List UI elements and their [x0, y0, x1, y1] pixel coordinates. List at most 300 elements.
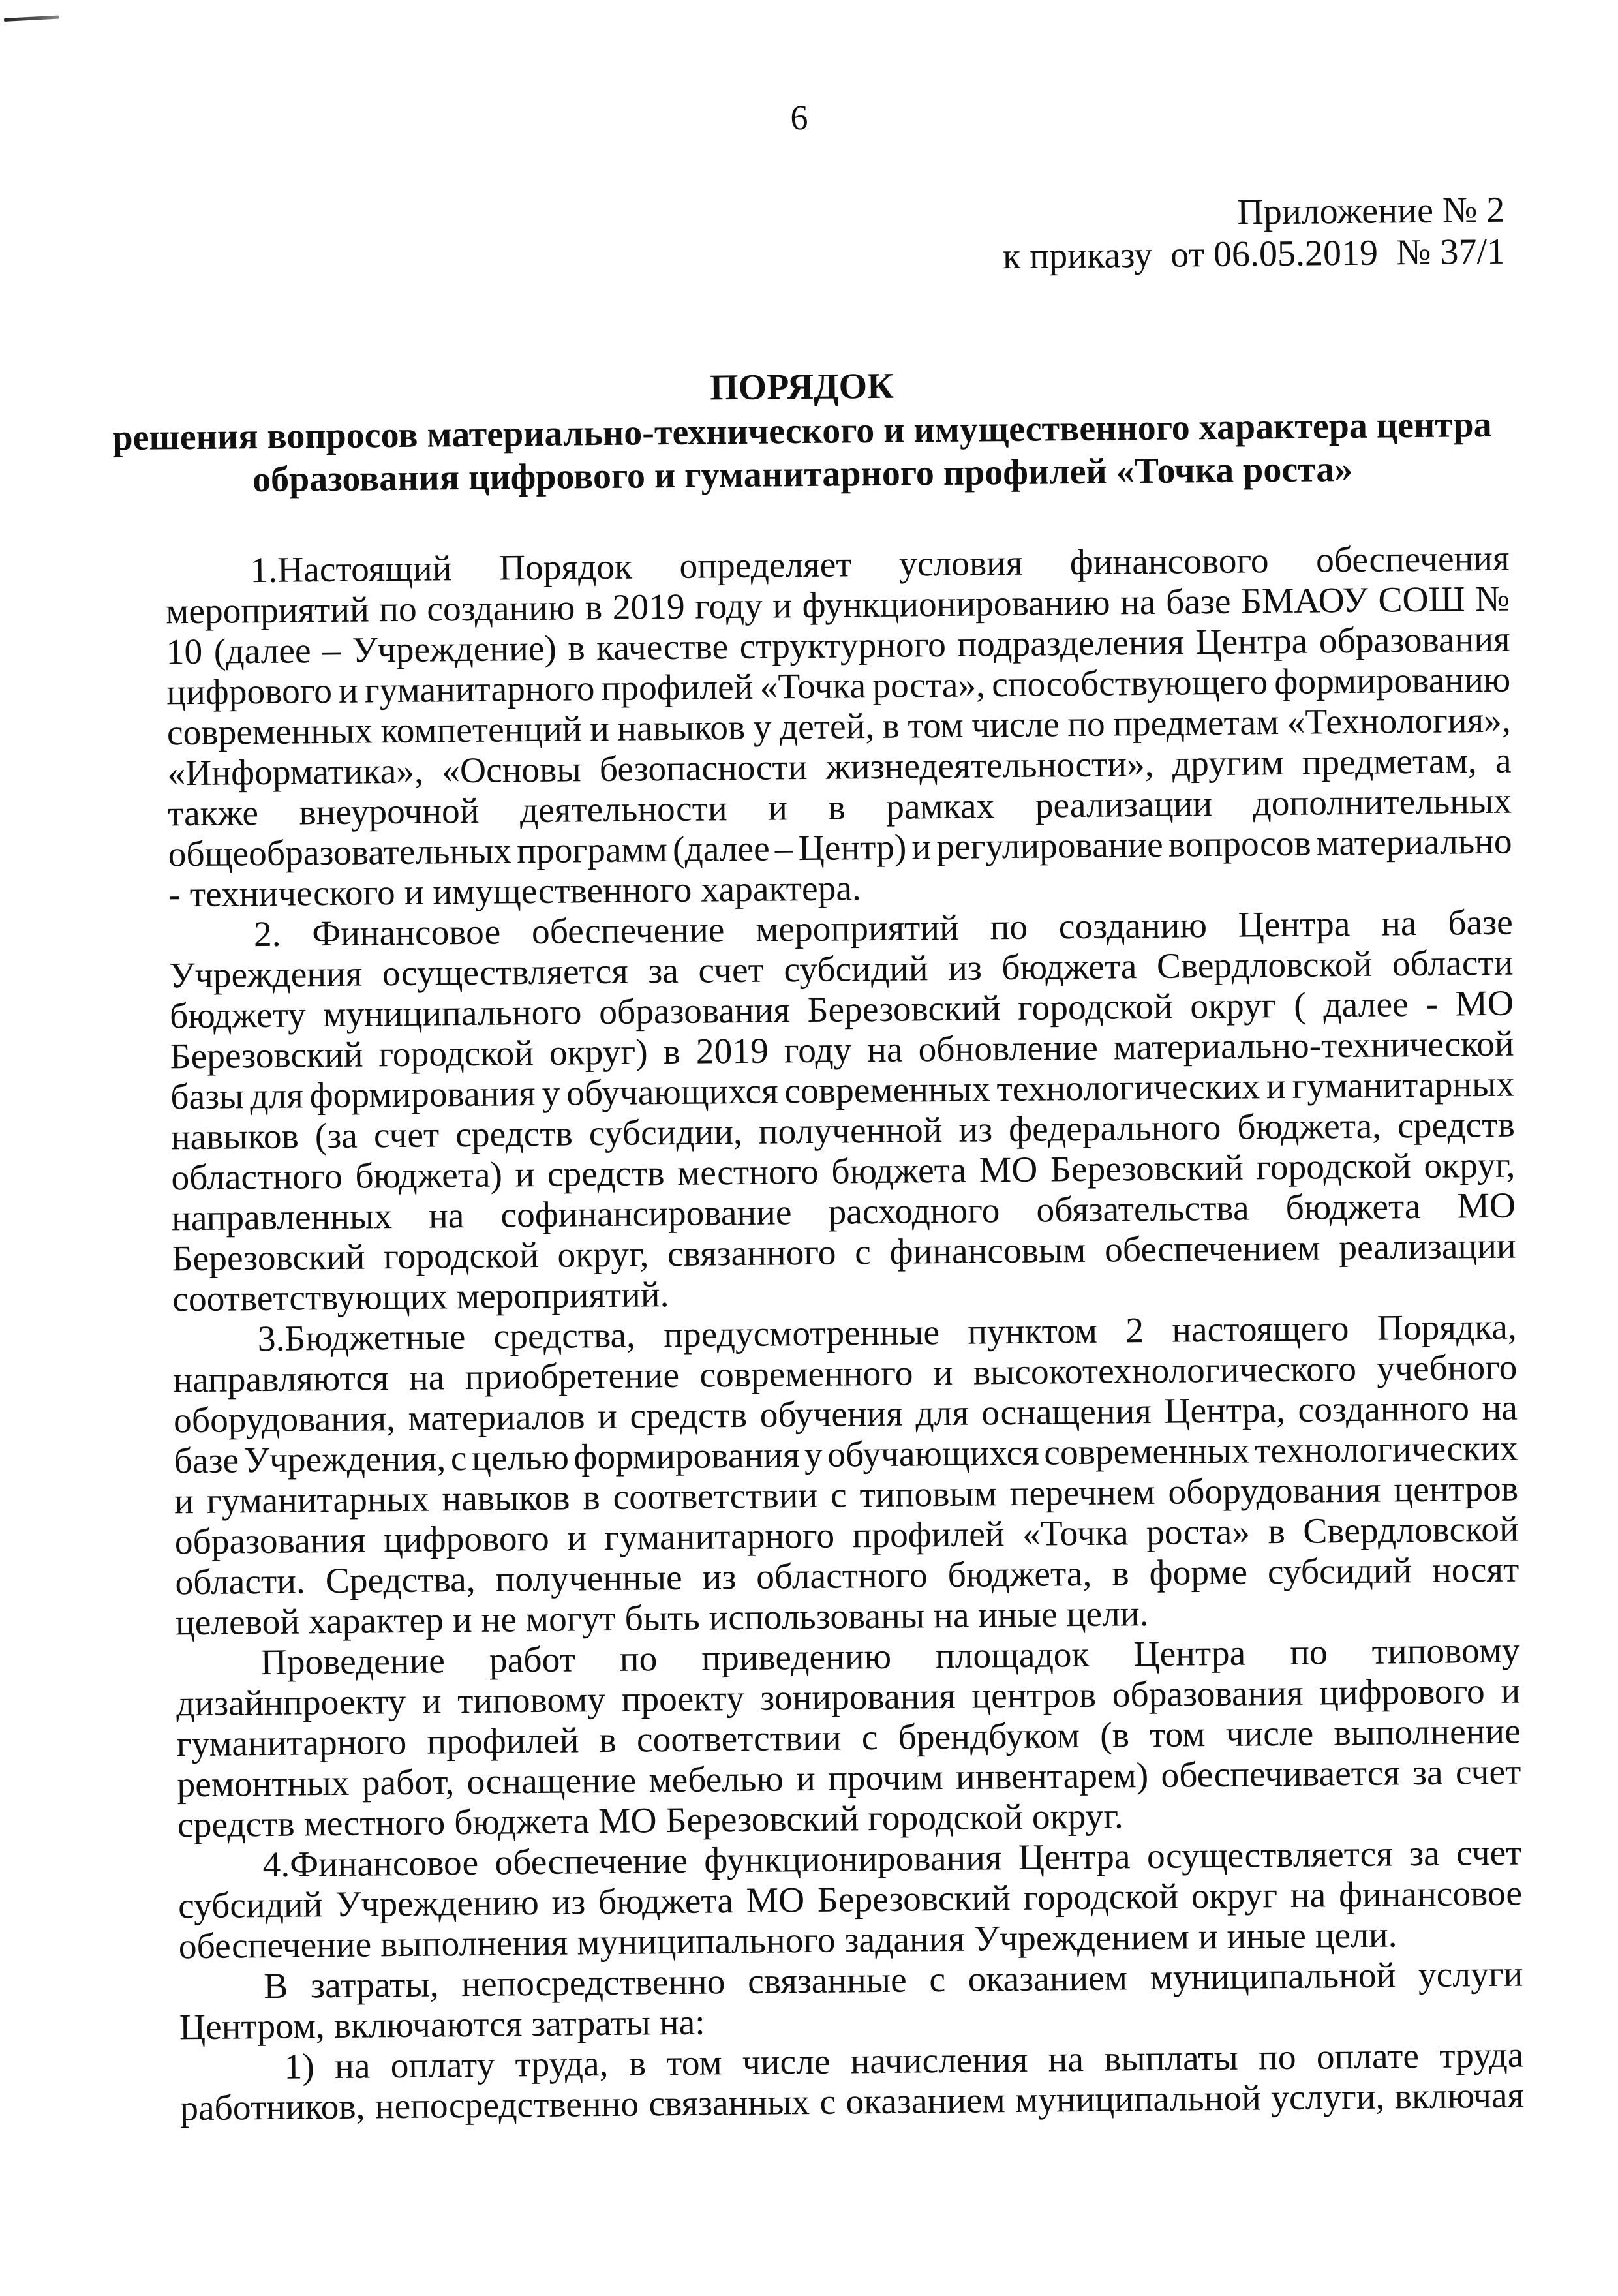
title-main: ПОРЯДОК: [709, 365, 894, 408]
word: центров: [971, 1675, 1097, 1717]
word: и: [404, 872, 424, 913]
word: на: [1120, 582, 1156, 623]
word: иные: [1227, 1916, 1307, 1957]
word: счет: [1455, 1752, 1521, 1793]
word: высокотехнологического: [973, 1349, 1357, 1393]
word: включая: [1394, 2075, 1525, 2117]
word: работ,: [361, 1762, 455, 1803]
word: оплате: [1316, 2036, 1420, 2077]
word: гуманитарного: [604, 1516, 835, 1559]
word: в: [1112, 1554, 1129, 1594]
word: и: [767, 788, 788, 829]
word: могут: [525, 1599, 616, 1640]
word: Свердловской: [1303, 1509, 1519, 1552]
title-subtitle-line-1: решения вопросов материально-технического и имущественного характера центра: [112, 404, 1492, 459]
word: затраты,: [310, 1965, 439, 2006]
word: Центром,: [179, 2006, 326, 2048]
word: и: [174, 1482, 194, 1522]
word: базы: [170, 1077, 244, 1118]
word: не: [481, 1600, 517, 1640]
word: мероприятий: [165, 590, 370, 632]
word: Учреждению: [335, 1883, 540, 1925]
word: в: [568, 628, 585, 669]
word: Березовский: [807, 988, 1001, 1031]
word: средств: [1397, 1105, 1516, 1146]
word: соответствии: [613, 1475, 818, 1518]
word: труда: [1439, 2035, 1524, 2076]
word: –: [322, 630, 341, 671]
word: у: [753, 707, 772, 748]
word: компетенций: [380, 709, 582, 752]
word: счет: [1456, 1833, 1522, 1874]
word: проекту: [621, 1678, 744, 1720]
word: расходного: [828, 1191, 1000, 1232]
word: предметам,: [1302, 741, 1477, 783]
word: включаются: [333, 2004, 523, 2047]
word: современного: [699, 1353, 913, 1396]
word: настоящего: [1172, 1309, 1349, 1351]
word: округ,: [557, 1234, 649, 1276]
word: направляются: [173, 1358, 389, 1401]
word: подразделения: [957, 622, 1185, 665]
word: за: [1412, 1753, 1443, 1794]
word: с: [819, 2082, 836, 2122]
word: числе: [1225, 1713, 1314, 1754]
word: перечнем: [1009, 1472, 1155, 1514]
word: Учреждение): [352, 628, 557, 671]
word: и: [589, 709, 610, 750]
word: области.: [175, 1561, 306, 1603]
word: по: [990, 907, 1028, 948]
word: целевой: [175, 1602, 300, 1644]
word: образования: [1112, 1673, 1304, 1715]
word: соответствующих: [172, 1277, 448, 1320]
word: задания: [844, 1919, 966, 1961]
word: реализации: [1339, 1226, 1516, 1268]
word: городской: [378, 1033, 534, 1075]
word: гуманитарных: [1292, 1064, 1515, 1107]
word: на: [1381, 904, 1417, 944]
word: местного: [677, 1152, 819, 1193]
word: осуществляется: [382, 951, 628, 994]
word: труда,: [515, 2044, 609, 2085]
word: обеспечение: [495, 1841, 688, 1883]
word: МО: [598, 1801, 657, 1842]
word: материалов: [408, 1397, 585, 1439]
word: оказанием: [846, 2081, 1006, 2122]
word: услуги,: [1270, 2077, 1385, 2119]
word: материально: [1316, 821, 1512, 864]
word: (: [1293, 985, 1306, 1026]
word: соответствии: [636, 1718, 842, 1760]
word: в: [663, 1032, 681, 1073]
word: Центра: [1238, 904, 1351, 945]
word: финансового: [1069, 541, 1269, 583]
word: бюджету: [169, 995, 307, 1037]
word: и: [1198, 1917, 1218, 1957]
word: «Технология»,: [1287, 700, 1512, 742]
word: с: [929, 1960, 946, 2000]
word: базе: [174, 1441, 239, 1482]
word: по: [1258, 2037, 1296, 2078]
word: связанные: [747, 1960, 907, 2002]
word: в: [583, 1478, 600, 1518]
word: у: [804, 1435, 823, 1476]
word: в: [828, 788, 846, 828]
word: материально-технической: [1113, 1024, 1514, 1068]
word: базе: [1448, 902, 1514, 943]
word: образования: [1319, 619, 1510, 662]
word: формирования: [309, 1074, 536, 1116]
word: №: [1474, 579, 1510, 620]
word: числе: [742, 2042, 831, 2083]
word: 10: [166, 632, 203, 673]
word: субсидий: [784, 949, 928, 990]
word: базе: [1165, 581, 1231, 622]
document-title: [0, 358, 1611, 504]
word: по: [619, 1639, 658, 1679]
word: реализации: [1035, 784, 1213, 826]
word: МО: [979, 1150, 1038, 1191]
word: Свердловской: [1156, 944, 1373, 987]
word: выплаты: [1103, 2038, 1239, 2079]
word: муниципальной: [1150, 1955, 1396, 1998]
word: для: [250, 1076, 304, 1117]
word: на: [408, 1358, 445, 1398]
word: прочим: [827, 1758, 943, 1799]
word: оснащения: [981, 1391, 1152, 1433]
word: (в: [1099, 1715, 1130, 1756]
word: ремонтных: [177, 1763, 350, 1805]
word: том: [908, 705, 964, 746]
word: общеобразовательных: [168, 831, 512, 875]
word: выполнения: [380, 1923, 568, 1965]
word: оборудования: [1168, 1470, 1381, 1512]
word: структурного: [739, 624, 947, 667]
word: и: [795, 1758, 816, 1799]
word: «Основы: [441, 750, 581, 791]
word: бюджета,: [1237, 1106, 1382, 1148]
word: типовому: [457, 1680, 606, 1722]
word: и: [933, 1353, 953, 1394]
word: технологических: [1254, 1428, 1518, 1471]
word: числе: [971, 705, 1060, 746]
word: характер: [308, 1600, 444, 1642]
document-body: [165, 539, 1524, 2130]
word: зонирования: [760, 1676, 956, 1719]
word: муниципального: [323, 992, 582, 1035]
word: функционированию: [802, 583, 1110, 626]
word: у: [542, 1073, 560, 1114]
word: работ: [489, 1640, 576, 1681]
word: предметам: [1112, 703, 1279, 744]
word: бюджета): [355, 1155, 503, 1197]
word: (далее: [672, 829, 771, 870]
word: бюджета: [1001, 947, 1137, 988]
word: работников,: [179, 2087, 365, 2129]
word: городской: [1017, 987, 1173, 1028]
word: бюджета: [1285, 1187, 1421, 1228]
word: приобретение: [465, 1355, 680, 1398]
word: обучающихся: [566, 1071, 778, 1114]
word: обеспечения: [1315, 538, 1510, 581]
word: Учреждением: [973, 1917, 1190, 1959]
word: из: [947, 948, 983, 988]
word: «Информатика»,: [167, 751, 424, 794]
word: роста»: [1146, 1512, 1251, 1554]
word: Центра: [1133, 1633, 1246, 1675]
word: Финансовое: [312, 912, 501, 955]
word: непосредственно: [374, 2084, 639, 2127]
word: Центра: [1018, 1837, 1131, 1878]
word: обеспечивается: [1161, 1753, 1401, 1796]
word: году: [784, 1030, 852, 1071]
word: городской: [1023, 1876, 1179, 1918]
word: 2019: [695, 1031, 769, 1072]
word: центров: [1394, 1469, 1519, 1510]
word: и: [421, 1681, 442, 1722]
word: с: [861, 1718, 878, 1758]
word: в: [585, 588, 603, 628]
word: характера.: [701, 868, 862, 910]
word: Центра: [1195, 621, 1308, 663]
word: далее: [1323, 985, 1409, 1026]
word: с: [854, 1232, 872, 1273]
word: 1): [284, 2047, 315, 2087]
word: цифрового: [383, 1518, 550, 1561]
word: 2: [1125, 1311, 1144, 1351]
word: на: [1482, 1388, 1518, 1429]
word: и: [338, 671, 359, 711]
word: средств: [547, 1154, 665, 1195]
word: определяет: [679, 545, 852, 587]
page-number: 6: [790, 97, 808, 138]
word: технологических: [996, 1067, 1260, 1110]
word: жизнедеятельности»,: [825, 744, 1154, 788]
word: областного: [756, 1555, 928, 1597]
word: 4.Финансовое: [262, 1843, 479, 1886]
word: Центра,: [1164, 1390, 1286, 1431]
word: на: [334, 2046, 371, 2087]
word: гуманитарных: [206, 1479, 429, 1522]
word: мероприятий: [755, 908, 960, 950]
word: обеспечение: [531, 910, 725, 953]
word: на: [428, 1196, 465, 1236]
word: полученные: [495, 1557, 682, 1600]
word: и: [1501, 1671, 1521, 1711]
word: и: [452, 1600, 472, 1641]
word: на:: [659, 2002, 705, 2043]
word: бюджета: [453, 1801, 590, 1843]
word: счет: [698, 950, 765, 991]
word: Березовский: [170, 1035, 363, 1077]
word: современных: [166, 711, 373, 754]
word: году: [694, 586, 763, 627]
word: В: [264, 1966, 288, 2007]
word: функционирования: [704, 1838, 1002, 1881]
word: Порядок: [498, 547, 633, 589]
word: образования: [598, 990, 791, 1033]
word: округ,: [1424, 1145, 1516, 1186]
word: в: [628, 2043, 647, 2084]
word: 1.Настоящий: [250, 549, 452, 591]
word: Учреждения,: [243, 1439, 446, 1481]
word: технического: [189, 873, 395, 915]
word: созданию: [427, 588, 575, 630]
word: 2.: [253, 914, 281, 955]
word: типовому: [1371, 1630, 1520, 1672]
word: приведению: [701, 1636, 892, 1679]
word: «Точка: [1022, 1513, 1129, 1554]
word: профилей: [852, 1514, 1005, 1556]
word: и: [772, 586, 793, 626]
word: осуществляется: [1146, 1834, 1394, 1877]
word: Центр): [798, 827, 907, 869]
word: деятельности: [519, 789, 727, 831]
word: связанных: [649, 2083, 810, 2124]
word: (за: [314, 1116, 358, 1157]
word: обязательства: [1036, 1188, 1249, 1231]
word: бюджета: [598, 1881, 734, 1923]
word: бюджета,: [947, 1554, 1092, 1595]
word: дизайнпроекту: [176, 1681, 406, 1724]
word: способствующего: [991, 662, 1268, 705]
word: использованы: [709, 1596, 925, 1638]
word: связанного: [667, 1232, 836, 1275]
word: счет: [373, 1115, 440, 1156]
word: (далее: [213, 631, 311, 672]
word: профилей: [601, 667, 754, 709]
word: также: [167, 793, 259, 834]
word: за: [648, 951, 679, 992]
word: том: [1149, 1715, 1206, 1756]
word: качестве: [596, 627, 729, 669]
word: обеспечение: [178, 1925, 372, 1967]
word: Проведение: [260, 1641, 446, 1683]
word: вопросов: [1168, 823, 1311, 865]
word: для: [915, 1393, 969, 1434]
word: МО: [746, 1880, 805, 1921]
word: целью: [471, 1437, 570, 1478]
word: на: [1290, 1875, 1326, 1916]
word: полученной: [758, 1110, 943, 1152]
word: цели.: [1066, 1594, 1149, 1635]
word: округ): [549, 1032, 648, 1073]
word: мебелью: [649, 1759, 784, 1801]
word: рамках: [885, 786, 995, 827]
word: округ.: [1031, 1796, 1124, 1837]
word: субсидий: [177, 1885, 323, 1927]
word: пунктом: [968, 1311, 1098, 1353]
word: средства,: [493, 1315, 636, 1357]
word: иные: [978, 1595, 1058, 1636]
word: за: [1409, 1833, 1441, 1875]
word: том: [665, 2043, 722, 2084]
word: Порядка,: [1377, 1307, 1518, 1349]
word: городской: [868, 1797, 1024, 1839]
word: обеспечением: [1104, 1228, 1320, 1270]
word: областного: [171, 1156, 343, 1199]
word: цели.: [1315, 1915, 1397, 1956]
title-subtitle-line-2: образования цифрового и гуманитарного профилей «Точка роста»: [252, 448, 1353, 500]
word: федерального: [1008, 1107, 1221, 1150]
word: гуманитарного: [364, 669, 595, 711]
word: брендбуком: [898, 1716, 1080, 1758]
word: имущественного: [433, 870, 692, 913]
word: созданного: [1298, 1388, 1470, 1430]
word: в: [599, 1720, 617, 1761]
word: 3.Бюджетные: [257, 1317, 466, 1360]
word: оборудования,: [173, 1399, 396, 1441]
word: оснащение: [466, 1760, 637, 1803]
word: и: [567, 1518, 587, 1559]
word: а: [1495, 741, 1512, 781]
word: обновление: [918, 1028, 1099, 1070]
word: Учреждения: [169, 954, 363, 996]
word: навыков: [442, 1478, 570, 1520]
word: в: [1268, 1512, 1286, 1552]
word: на: [1048, 2040, 1084, 2080]
word: по: [1067, 704, 1106, 745]
word: субсидий: [1267, 1551, 1412, 1593]
word: быть: [624, 1598, 700, 1639]
word: средств: [630, 1395, 748, 1437]
word: носят: [1431, 1550, 1519, 1591]
word: и: [515, 1155, 535, 1195]
word: услуги: [1418, 1954, 1523, 1996]
word: «Точка: [759, 666, 866, 707]
word: дополнительных: [1253, 781, 1512, 824]
word: 2019: [612, 587, 685, 628]
word: инвентарем): [955, 1756, 1149, 1798]
word: субсидии,: [588, 1112, 743, 1154]
word: СОШ: [1378, 579, 1465, 620]
word: роста»,: [872, 665, 986, 707]
word: Березовский: [817, 1878, 1011, 1920]
word: мероприятий.: [456, 1275, 669, 1317]
word: навыков: [170, 1116, 299, 1158]
word: направленных: [171, 1197, 393, 1239]
word: современных: [1043, 1431, 1250, 1473]
word: Березовский: [1050, 1148, 1244, 1190]
annex-number: Приложение № 2: [1237, 189, 1505, 233]
word: типовым: [859, 1474, 998, 1516]
word: округ: [1189, 986, 1277, 1027]
word: созданию: [1058, 906, 1208, 947]
word: городской: [383, 1235, 539, 1278]
word: площадок: [935, 1634, 1090, 1677]
word: городской: [1256, 1146, 1412, 1188]
word: оплату: [390, 2045, 495, 2087]
word: и: [911, 827, 932, 868]
word: с: [450, 1439, 467, 1479]
word: из: [702, 1557, 737, 1598]
word: внеурочной: [299, 791, 480, 833]
word: с: [830, 1475, 847, 1516]
word: в: [882, 706, 900, 746]
word: навыков: [617, 707, 746, 749]
word: финансовое: [1338, 1873, 1523, 1916]
word: форме: [1149, 1552, 1248, 1594]
word: начисления: [850, 2040, 1028, 2082]
word: Березовский: [172, 1237, 365, 1279]
word: на: [866, 1030, 903, 1071]
word: средств: [177, 1804, 295, 1846]
word: предусмотренные: [663, 1313, 940, 1356]
word: МО: [1457, 1186, 1516, 1227]
word: непосредственно: [461, 1962, 725, 2005]
word: по: [379, 589, 418, 630]
